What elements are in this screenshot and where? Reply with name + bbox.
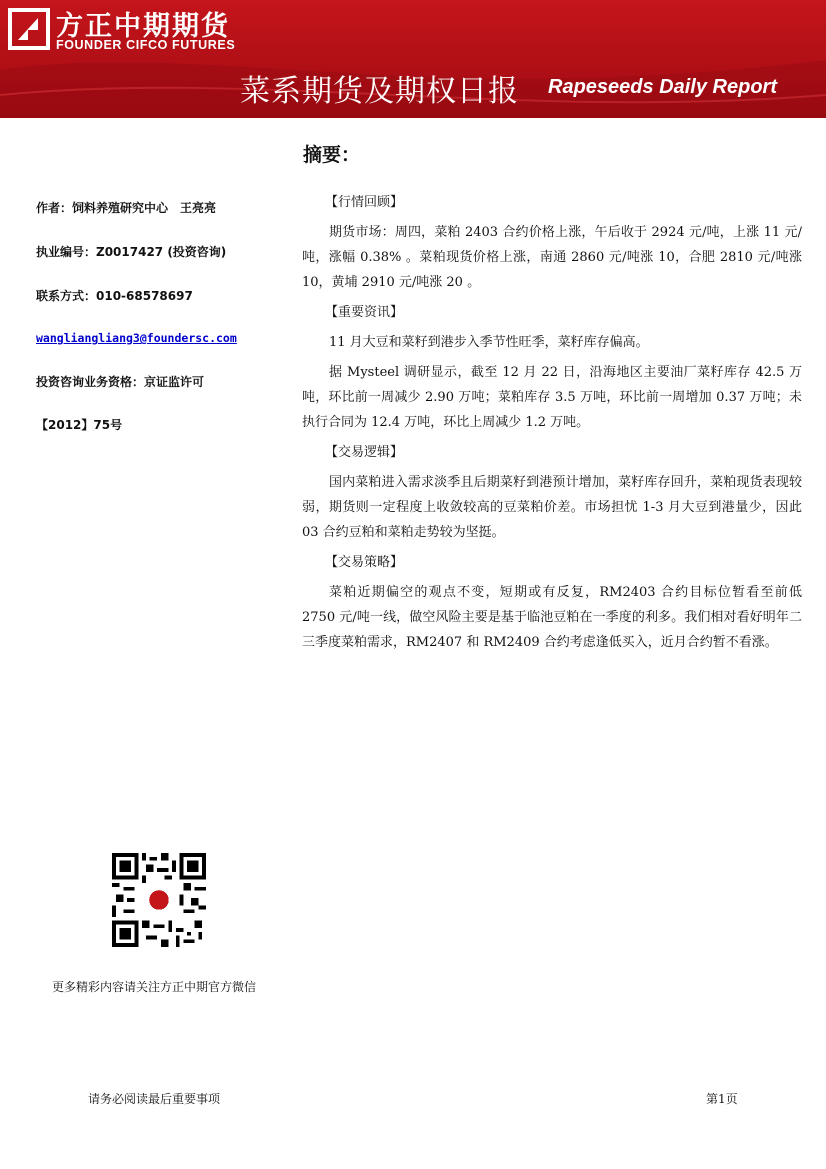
license-number: 执业编号：Z0017427 (投资咨询) bbox=[36, 245, 227, 259]
news-heading: 【重要资讯】 bbox=[325, 305, 404, 320]
report-title-cn: 菜系期货及期权日报 bbox=[240, 74, 519, 109]
qr-caption: 更多精彩内容请关注方正中期官方微信 bbox=[52, 980, 257, 994]
page-number: 第1页 bbox=[706, 1092, 738, 1106]
abstract-title: 摘要： bbox=[303, 144, 361, 166]
footer-disclaimer-note: 请务必阅读最后重要事项 bbox=[88, 1092, 221, 1106]
founder-logo-icon bbox=[8, 8, 50, 50]
market-review-heading: 【行情回顾】 bbox=[325, 195, 404, 210]
header-banner bbox=[0, 0, 826, 118]
logic-text: 国内菜粕进入需求淡季且后期菜籽到港预计增加，菜籽库存回升，菜粕现货表现较弱，期货则一定程度上收敛较高的豆菜粕价差。市场担忧 1-3 月大豆到港量少，因此 03 合约豆粕和菜粕走势较为坚挺。 bbox=[302, 475, 802, 540]
qualification: 投资咨询业务资格：京证监许可 bbox=[36, 375, 205, 389]
report-title-en: Rapeseeds Daily Report bbox=[548, 76, 777, 98]
logic-heading: 【交易逻辑】 bbox=[325, 445, 404, 460]
author-info: 作者：饲料养殖研究中心 王亮亮 bbox=[36, 201, 217, 215]
market-review-text: 期货市场：周四，菜粕 2403 合约价格上涨，午后收于 2924 元/吨，上涨 11 元/吨，涨幅 0.38% 。菜粕现货价格上涨，南通 2860 元/吨涨 10，合肥 2810 元/吨涨 10，黄埔 2910 元/吨涨 20 。 bbox=[302, 225, 802, 290]
contact-phone: 联系方式：010-68578697 bbox=[36, 289, 193, 303]
strategy-text: 菜粕近期偏空的观点不变，短期或有反复，RM2403 合约目标位暂看至前低 2750 元/吨一线，做空风险主要是基于临池豆粕在一季度的利多。我们相对看好明年二三季度菜粕需求，RM2407 和 RM2409 合约考虑逢低买入，近月合约暂不看涨。 bbox=[302, 585, 802, 650]
brand-name-en: FOUNDER CIFCO FUTURES bbox=[56, 38, 236, 52]
author-email-link[interactable]: wangliangliang3@foundersc.com bbox=[36, 331, 237, 345]
qualification-number: 【2012】75号 bbox=[36, 418, 123, 432]
news-text-2: 据 Mysteel 调研显示，截至 12 月 22 日，沿海地区主要油厂菜籽库存 42.5 万吨，环比前一周减少 2.90 万吨；菜粕库存 3.5 万吨，环比前一周增加 0.37 万吨；未执行合同为 12.4 万吨，环比上周减少 1.2 万吨。 bbox=[302, 365, 802, 430]
wechat-qr-code-icon bbox=[112, 853, 206, 947]
brand-name-cn: 方正中期期货 bbox=[56, 11, 230, 42]
abstract-body bbox=[302, 190, 802, 660]
strategy-heading: 【交易策略】 bbox=[325, 555, 404, 570]
news-text-1: 11 月大豆和菜籽到港步入季节性旺季，菜籽库存偏高。 bbox=[329, 335, 649, 350]
